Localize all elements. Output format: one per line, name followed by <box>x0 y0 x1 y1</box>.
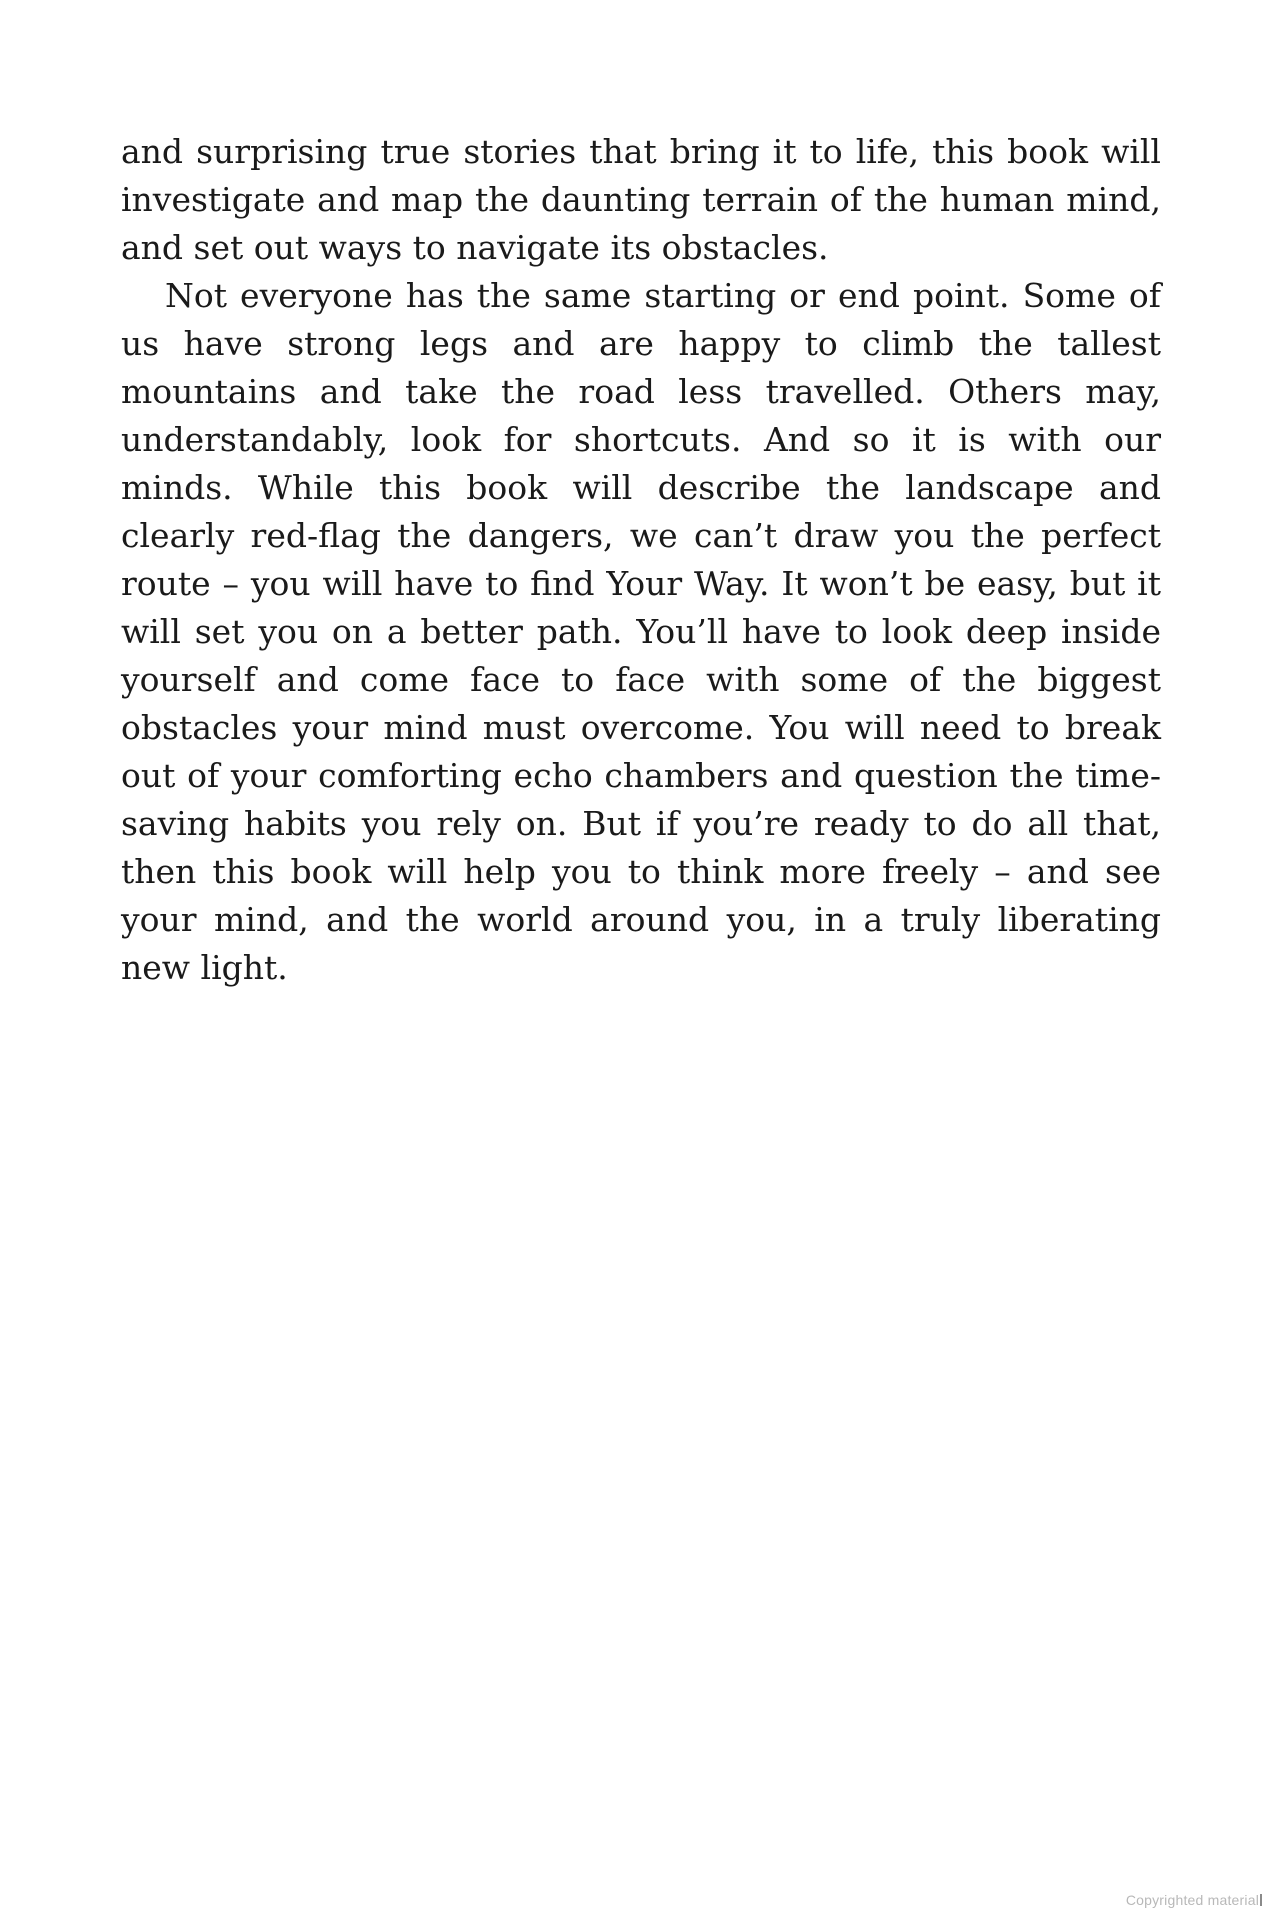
paragraph-1: and surprising true stories that bring it to life, this book will investigate and map the daunting terrain of the human mind, and set out ways to navigate its obstacles. <box>121 132 1161 267</box>
copyright-watermark <box>1126 1892 1262 1908</box>
body-text <box>121 128 1161 992</box>
paragraph-2: Not everyone has the same starting or end point. Some of us have strong legs and are happy to climb the tallest mountains and take the road less travelled. Others may, understandably, look for shortcuts. And so it is with our minds. While this book will describe the landscape and clearly red-flag the dangers, we can’t draw you the perfect route – you will have to find Your Way. It won’t be easy, but it will set you on a better path. You’ll have to look deep inside yourself and come face to face with some of the biggest obstacles your mind must overcome. You will need to break out of your comforting echo chambers and question the time-saving habits you rely on. But if you’re ready to do all that, then this book will help you to think more freely – and see your mind, and the world around you, in a truly liberating new light. <box>121 276 1161 987</box>
watermark-text: Copyrighted material <box>1125 1892 1259 1908</box>
watermark-bar <box>1260 1894 1262 1906</box>
